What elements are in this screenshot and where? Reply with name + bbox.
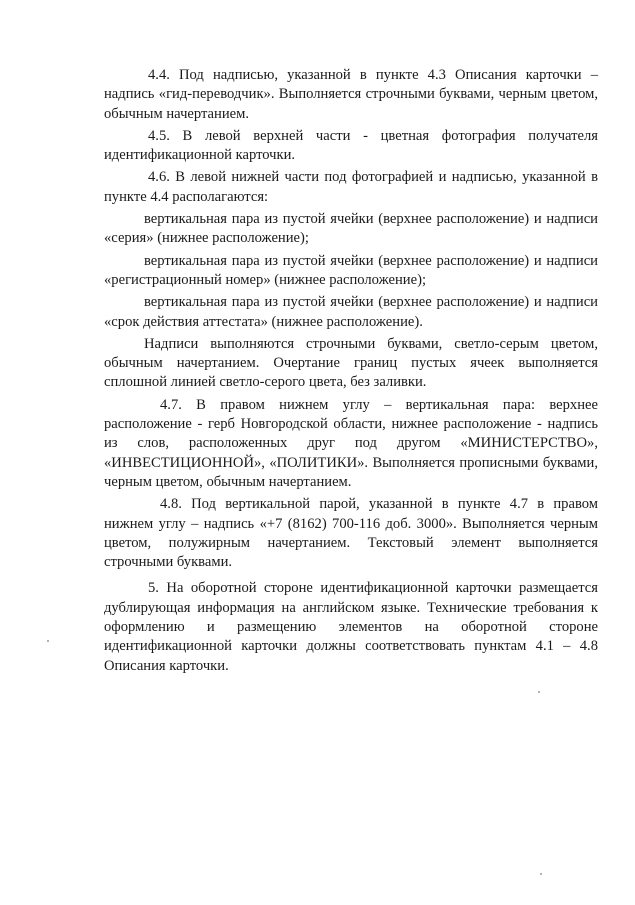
list-item-registration-number: вертикальная пара из пустой ячейки (верхнее расположение) и надписи «регистрационный номер» (нижнее расположение); bbox=[104, 252, 598, 288]
document-body bbox=[104, 66, 598, 676]
list-item-series: вертикальная пара из пустой ячейки (верхнее расположение) и надписи «серия» (нижнее расположение); bbox=[104, 211, 598, 247]
paragraph-4-5: 4.5. В левой верхней части - цветная фотография получателя идентификационной карточки. bbox=[104, 127, 598, 164]
scan-artifact bbox=[538, 691, 540, 693]
paragraph-captions-style: Надписи выполняются строчными буквами, светло-серым цветом, обычным начертанием. Очертание границ пустых ячеек выполняется сплошной линией светло-серого цвета, без заливки. bbox=[104, 335, 598, 391]
paragraph-4-8: 4.8. Под вертикальной парой, указанной в пункте 4.7 в правом нижнем углу – надпись «+7 (8162) 700-116 доб. 3000». Выполняется черным цветом, полужирным начертанием. Текстовый элемент выполняется строчными буквами. bbox=[104, 496, 598, 571]
scan-artifact bbox=[540, 873, 542, 875]
paragraph-4-6: 4.6. В левой нижней части под фотографией и надписью, указанной в пункте 4.4 располагаются: bbox=[104, 169, 598, 205]
paragraph-4-4: 4.4. Под надписью, указанной в пункте 4.3 Описания карточки – надпись «гид-переводчик». Выполняется строчными буквами, черным цветом, обычным начертанием. bbox=[104, 67, 598, 122]
scan-artifact bbox=[47, 640, 49, 642]
paragraph-5: 5. На оборотной стороне идентификационной карточки размещается дублирующая информация на английском языке. Технические требования к оформлению и размещению элементов на оборотной стороне идентификационной карточки должны соответствовать пунктам 4.1 – 4.8 Описания карточки. bbox=[104, 580, 598, 674]
list-item-certificate-validity: вертикальная пара из пустой ячейки (верхнее расположение) и надписи «срок действия аттестата» (нижнее расположение). bbox=[104, 294, 598, 330]
paragraph-4-7: 4.7. В правом нижнем углу – вертикальная пара: верхнее расположение - герб Новгородской области, нижнее расположение - надпись из слов, расположенных друг под другом «МИНИСТЕРСТВО», «ИНВЕСТИЦИОННОЙ», «ПОЛИТИКИ». Выполняется прописными буквами, черным цветом, обычным начертанием. bbox=[104, 396, 598, 490]
